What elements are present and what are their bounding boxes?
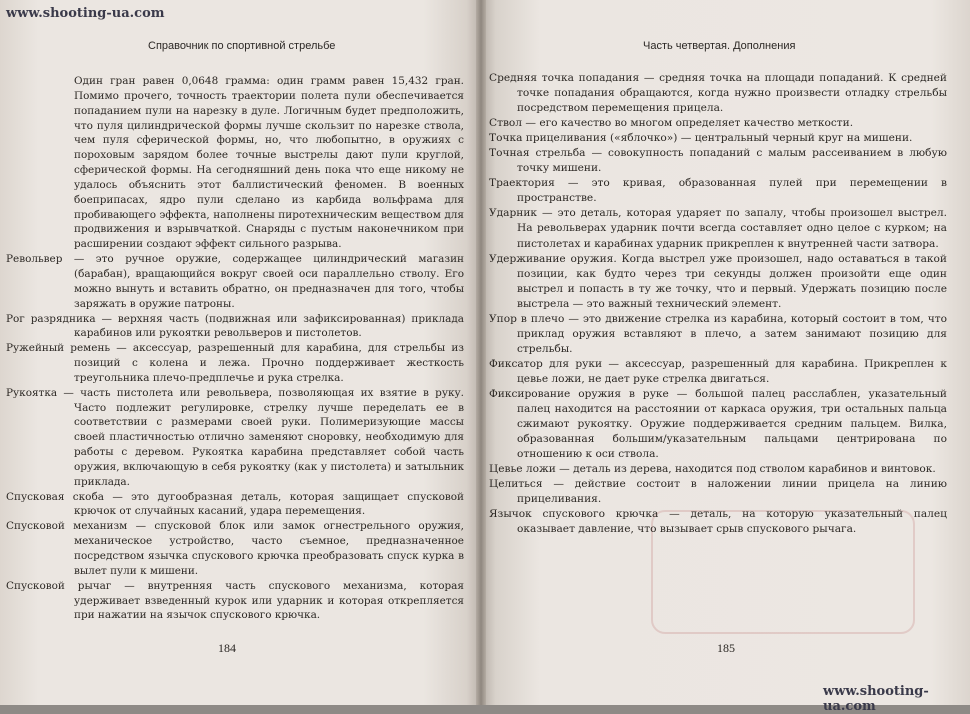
right-page [481,0,970,714]
glossary-entry: Язычок спускового крючка — деталь, на которую указательный палец оказывает давление, что вызывает срыв спускового рычага. [489,508,947,536]
glossary-entry: Ствол — его качество во многом определяет качество меткости. [489,117,854,130]
right-page-number: 185 [717,641,735,655]
glossary-entry: Удерживание оружия. Когда выстрел уже произошел, надо оставаться в такой позиции, как будто через три секунды должен произойти еще один выстрел и попасть в ту же точку, что и первый. Удержать позицию после выстрела — это важный технический элемент. [489,252,947,310]
glossary-entry: Спусковой рычаг — внутренняя часть спускового механизма, которая удерживает взведенный курок или ударник и которая открепляется при нажатии на язычок спускового крючка. [6,579,464,622]
glossary-entry: Ружейный ремень — аксессуар, разрешенный для карабина, для стрельбы из позиций с колена и лежа. Прочно поддерживает жесткость треугольника плечо-предплечье и рука стрелка. [6,342,464,384]
watermark-top: www.shooting-ua.com [6,6,165,21]
glossary-entry: Упор в плечо — это движение стрелка из карабина, который состоит в том, что приклад оружия вставляют в плечо, а затем занимают позицию для стрельбы. [489,312,947,355]
watermark-bottom: www.shooting-ua.com [823,684,929,714]
glossary-entry: Средняя точка попадания — средняя точка на площади попаданий. К средней точке попадания обращаются, когда нужно произвести отладку стрельбы посредством перемещения прицела. [489,72,947,115]
right-running-head: Часть четвертая. Дополнения [643,40,796,52]
glossary-entry: Траектория — это кривая, образованная пулей при перемещении в пространстве. [489,177,947,205]
glossary-entry: Ударник — это деталь, которая ударяет по запалу, чтобы произошел выстрел. На револьверах ударник почти всегда составляет одно целое с курком; на пистолетах и карабинах ударник прикреплен к внутренней части затвора. [489,207,947,250]
left-page [0,0,481,705]
glossary-entry: Фиксирование оружия в руке — большой палец расслаблен, указательный палец находится на расстоянии от каркаса оружия, три остальных пальца сжимают рукоятку. Оружие поддерживается средним пальцем. Вилка, образованная большим/указательным пальцами центрирована по отношению к оси ствола. [489,387,947,461]
glossary-entry: Спусковая скоба — это дугообразная деталь, которая защищает спусковой крючок от случайных касаний, удара перемещения. [6,490,464,518]
glossary-entry: Рукоятка — часть пистолета или револьвера, позволяющая их взятие в руку. Часто подлежит регулировке, стрелку лучше переделать ее в соответствии с размерами своей руки. Полимеризующие массы своей пластичностью отлично заменяют сноровку, необходимую для работы с деревом. Рукоятка карабина представляет собой часть оружия, включающую в себя рукоятку (как у пистолета) и затыльник приклада. [6,386,464,488]
left-running-head: Справочник по спортивной стрельбе [148,40,336,52]
right-body-text [489,71,947,537]
glossary-entry: Точная стрельба — совокупность попаданий с малым рассеиванием в любую точку мишени. [489,147,947,175]
glossary-entry: Точка прицеливания («яблочко») — центральный черный круг на мишени. [489,132,913,145]
glossary-entry: Цевье ложи — деталь из дерева, находится под стволом карабинов и винтовок. [489,463,936,476]
glossary-entry: Целиться — действие состоит в наложении линии прицела на линию прицеливания. [489,478,947,506]
book-spine [476,0,486,705]
glossary-entry: Рог разрядника — верхняя часть (подвижная или зафиксированная) приклада карабинов или рукоятки револьверов и пистолетов. [6,312,464,340]
left-page-number: 184 [218,641,236,655]
glossary-entry: Спусковой механизм — спусковой блок или замок огнестрельного оружия, механическое устройство, часто съемное, предназначенное посредством язычка спускового крючка преобразовать спуск курка в вылет пули к мишени. [6,520,464,577]
glossary-entry: Фиксатор для руки — аксессуар, разрешенный для карабина. Прикреплен к цевье ложи, не дает руке стрелка двигаться. [489,357,947,385]
glossary-entry: Револьвер — это ручное оружие, содержащее цилиндрический магазин (барабан), вращающийся вокруг своей оси параллельно стволу. Его можно вынуть и вставить обратно, он предназначен для того, чтобы заряжать в оружие патроны. [6,253,464,310]
left-body-text [6,74,464,623]
paragraph: Один гран равен 0,0648 грамма: один грамм равен 15,432 гран. Помимо прочего, точность траектории полета пули обеспечивается попаданием пули на нарезку в дуле. Логичным будет предположить, что пуля цилиндрической формы лучше скользит по нарезке ствола, чем пуля сферической формы, но, что любопытно, в оружиях с пороховым зарядом более точные выстрелы дают пули круглой, сферической формы. На сегодняшний день пока что еще никому не удалось объяснить этот баллистический феномен. В военных боеприпасах, ядро пули сделано из карбида вольфрама для пробивающего эффекта, наполнены пиротехническим веществом для продвижения и взрывчаткой. Снаряды с пустым наконечником при расширении создают эффект сильного разрыва. [74,75,464,251]
